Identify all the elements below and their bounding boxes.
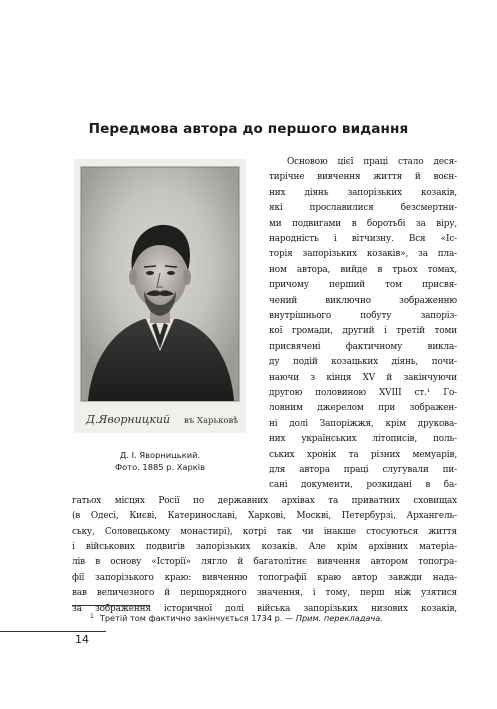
body-line: ду подій козацьких діянь, почи- [269, 357, 457, 368]
body-line: тирічне вивчення життя й воєн- [269, 172, 457, 183]
photo-signature: Д.Яворницкий [86, 413, 171, 426]
body-line: народність і вітчизну. Вся «Іс- [269, 234, 457, 244]
body-line: ських хронік та різних мемуарів, [269, 449, 457, 460]
body-line: для автора праці слугували пи- [269, 465, 457, 475]
body-line: наючи з кінця XV й закінчуючи [269, 372, 457, 383]
body-line: причому перший том присвя- [269, 280, 457, 291]
body-line: лів в основу «Історії» лягло й багатолітнє вивчення автором топогра- [72, 557, 457, 568]
body-line: за зображення історичної долі війська запорізьких низових козаків, [72, 603, 457, 614]
footnote [90, 611, 460, 624]
body-line: які прославилися безсмертни- [269, 203, 457, 214]
body-line: другою половиною XVIII ст.¹ Го- [269, 388, 457, 398]
body-line: внутрішнього побуту запоріз- [269, 311, 457, 321]
body-line: вав величезного й першорядного значення, і тому, перш ніж узятися [72, 588, 457, 599]
caption-line-2: Фото. 1885 р. Харків [115, 462, 205, 472]
page-number-rule [0, 631, 106, 632]
footnote-rule [72, 605, 150, 606]
body-line: (в Одесі, Києві, Катеринославі, Харкові, Москві, Петербурзі, Архангель- [72, 511, 457, 522]
body-line: ми подвигами в боротьбі за віру, [269, 218, 457, 229]
photo-caption [74, 449, 246, 473]
footnote-translator-note: Прим. перекладача. [295, 613, 383, 623]
page-number: 14 [75, 633, 89, 646]
portrait-photo-image [74, 159, 246, 433]
body-line: чений виключно зображенню [269, 295, 457, 306]
body-line: сані документи, розкидані в ба- [269, 480, 457, 491]
body-line: фії запорізького краю: вивченню топографії краю автор завжди нада- [72, 572, 457, 583]
caption-line-1: Д. І. Яворницький. [119, 450, 201, 460]
body-line: ську, Соловецькому монастирі), котрі так чи інакше стосуються життя [72, 526, 457, 537]
footnote-text: Третій том фактично закінчується 1734 р. — [99, 613, 296, 623]
body-line: гатьох місцях Росії по державних архівах та приватних сховищах [72, 495, 457, 506]
body-line: і військових подвигів запорізьких козаків. Але крім архівних матеріа- [72, 542, 457, 552]
body-line: торія запорізьких козаків», за пла- [269, 249, 457, 260]
body-line: них українських літописів, поль- [269, 434, 457, 445]
body-line: ном автора, вийде в трьох томах, [269, 264, 457, 275]
body-line: присвячені фактичному викла- [269, 341, 457, 352]
body-line: ловним джерелом при зображен- [269, 403, 457, 414]
photo-studio-text: въ Харьковѣ [184, 416, 239, 426]
footnote-mark: 1 [90, 613, 94, 620]
body-line: кої громади, другий і третій томи [269, 326, 457, 337]
portrait-photo [74, 159, 246, 433]
body-line: них діянь запорізьких козаків, [269, 187, 457, 198]
body-line: ні долі Запоріжжя, крім друкова- [269, 418, 457, 429]
body-line: Основою цієї праці стало деся- [287, 157, 457, 167]
page-title: Передмова автора до першого видання [88, 121, 409, 137]
